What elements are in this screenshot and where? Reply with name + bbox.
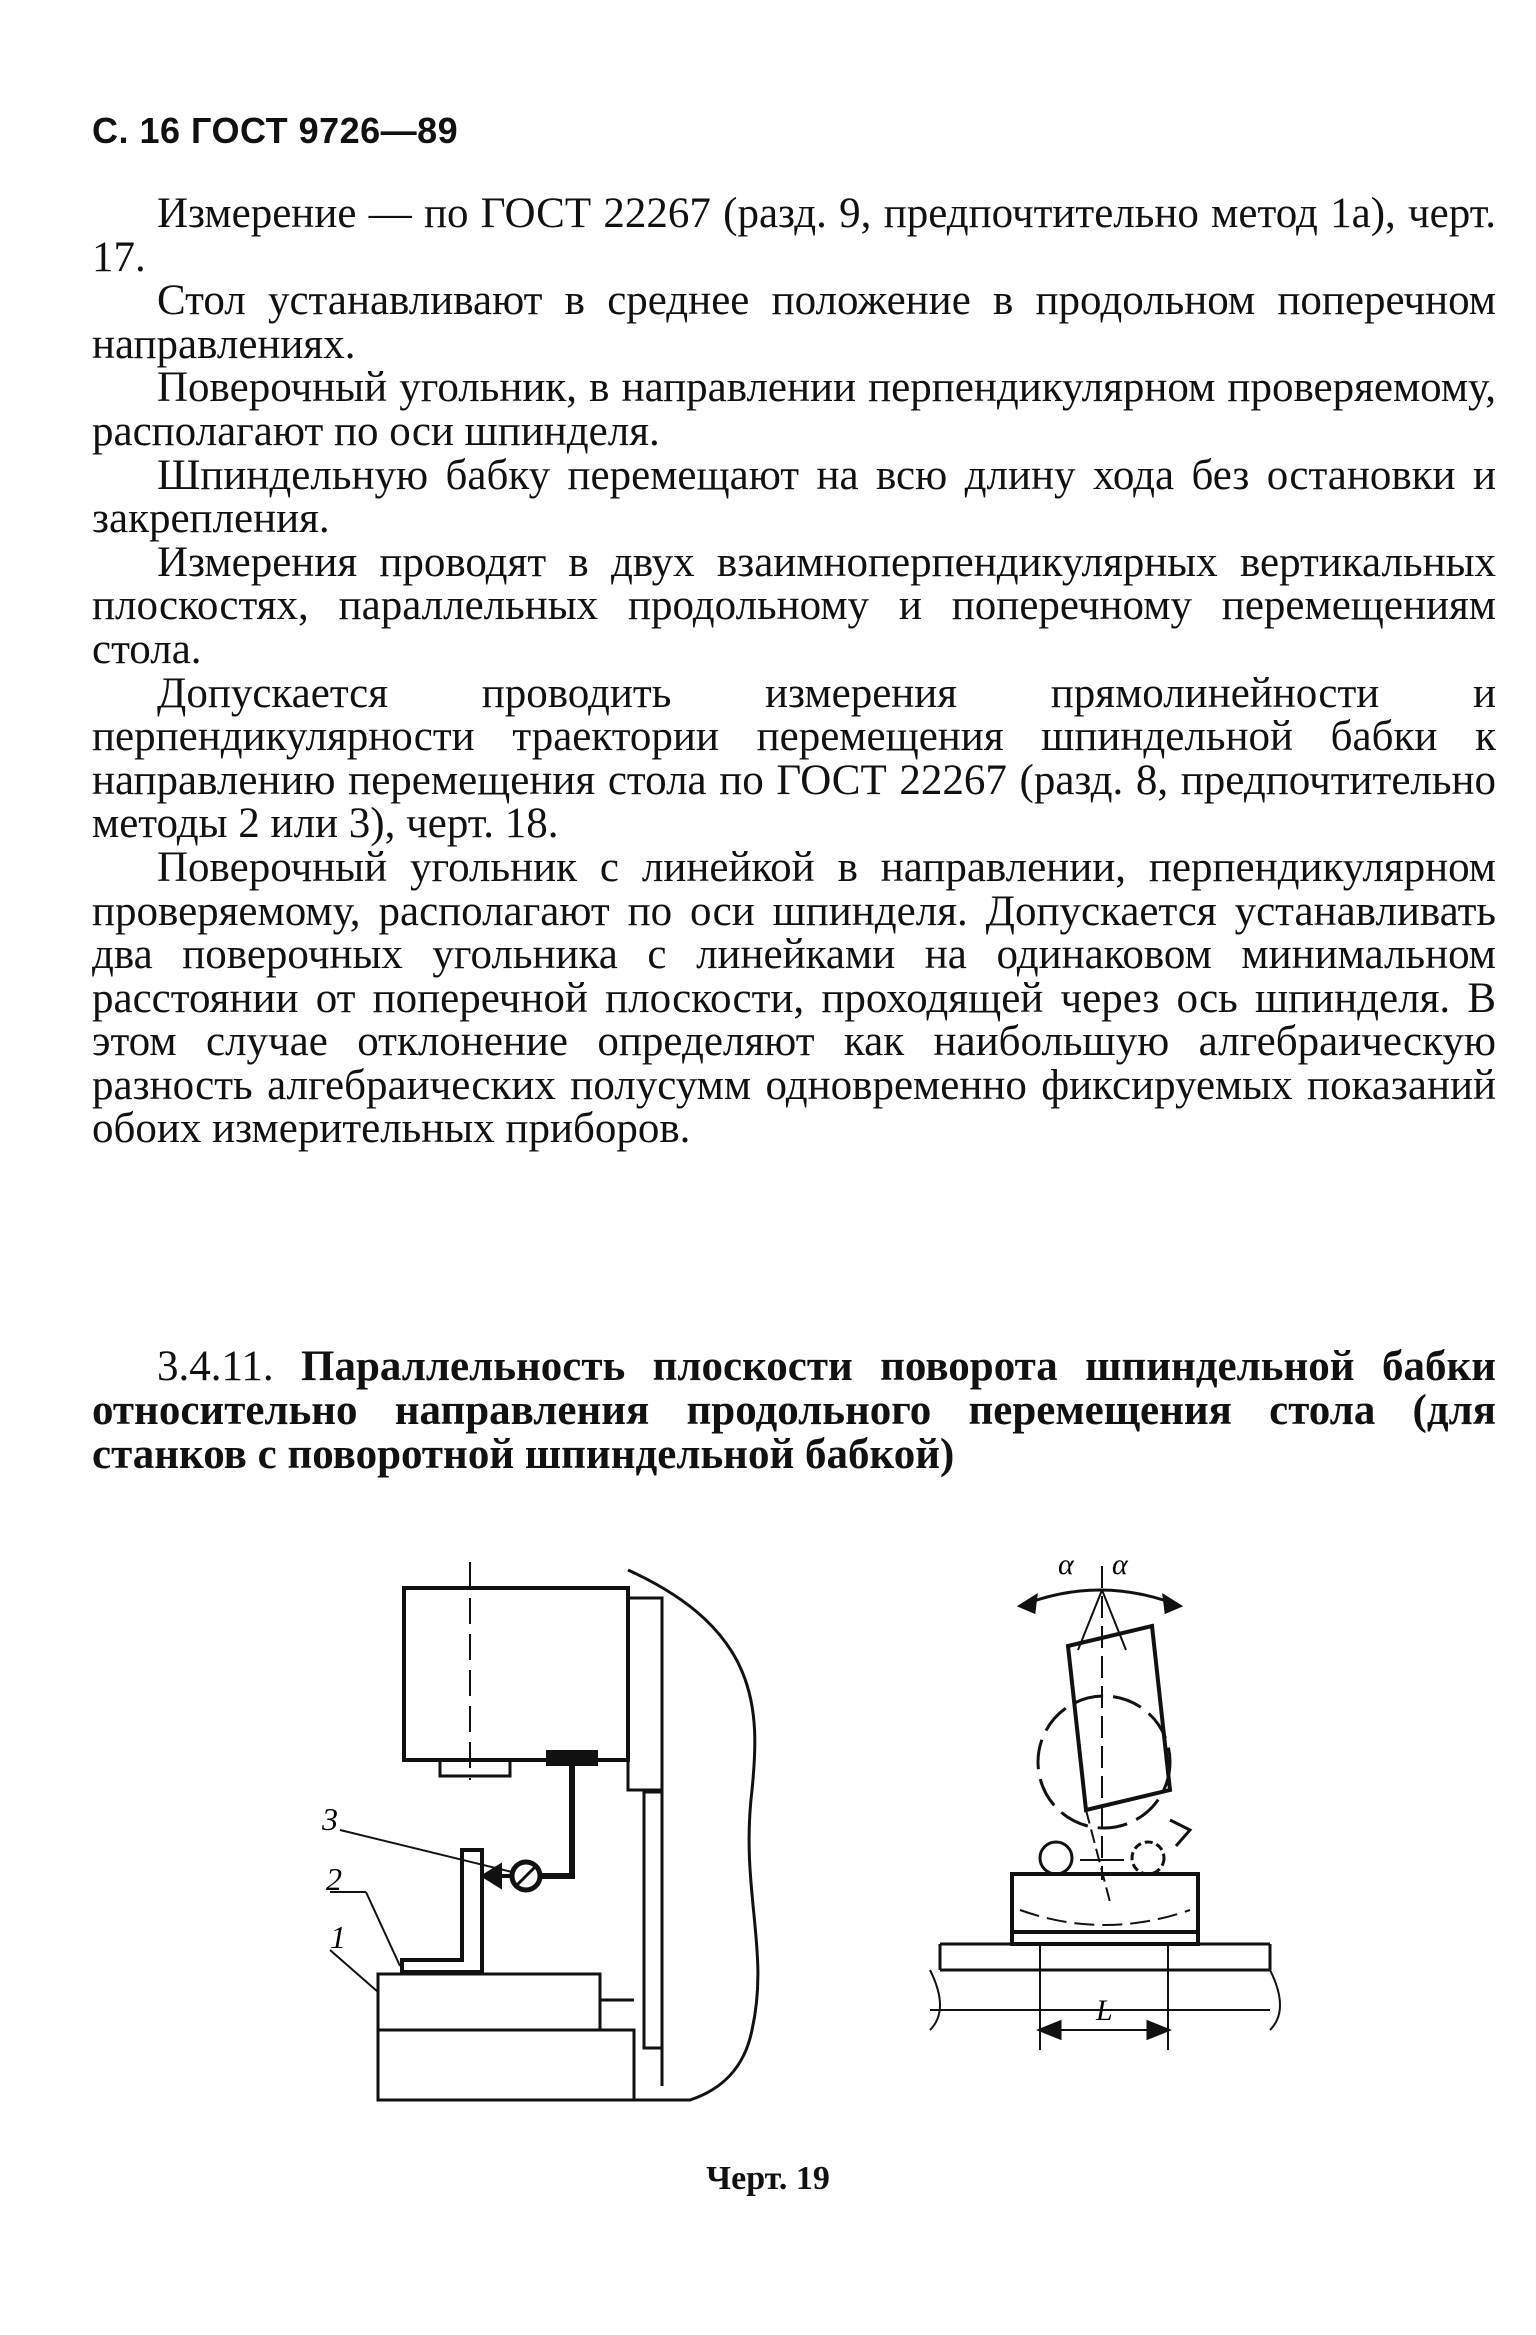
machine-outline (380, 1570, 758, 2100)
paragraph: Поверочный угольник с линейкой в направлении, перпендикулярном проверяемому, располагают по оси шпинделя. Допускается устанавливать два поверочных угольника с линейками на одинаковом минимальном расстоянии от поперечной плоскости, проходящей через ось шпинделя. В этом случае отклонение определяют как наибольшую алгебраическую разность алгебраических полусумм одновременно фиксируемых показаний обоих измерительных приборов. (92, 843, 1496, 1153)
paragraph: Измерение — по ГОСТ 22267 (разд. 9, предпочтительно метод 1а), черт. 17. (92, 190, 1496, 281)
section-title: Параллельность плоскости поворота шпиндельной бабки относительно направления продольного перемещения стола (для станков с поворотной шпиндельной бабкой) (92, 1343, 1496, 1478)
paragraph: Допускается проводить измерения прямолинейности и перпендикулярности траектории перемещения шпиндельной бабки к направлению перемещения стола по ГОСТ 22267 (разд. 8, предпочтительно методы 2 или 3), черт. 18. (92, 669, 1496, 848)
leader-1 (330, 1950, 378, 1992)
figure-19 (0, 1530, 1536, 2150)
left-view (330, 1562, 758, 2100)
paragraph: Шпиндельную бабку перемещают на всю длину хода без остановки и закрепления. (92, 451, 1496, 543)
indicator-right (1132, 1842, 1164, 1874)
column-guide-upper (628, 1598, 662, 1790)
table-base (378, 2030, 634, 2100)
leader-2 (366, 1892, 400, 1966)
section-number: 3.4.11. (157, 1343, 274, 1390)
label-dimension: L (1096, 1994, 1113, 2027)
figure-caption: Черт. 19 (706, 2160, 830, 2197)
indicator-left (1040, 1842, 1072, 1874)
body-text (92, 192, 1496, 1151)
paragraph: Поверочный угольник, в направлении перпендикулярном проверяемому, располагают по оси шпинделя. (92, 364, 1496, 455)
label-3: 3 (322, 1801, 338, 1837)
spindle-nose (440, 1760, 510, 1776)
square-top (548, 1752, 596, 1764)
right-view (930, 1566, 1280, 2050)
paragraph: Измерения проводят в двух взаимноперпендикулярных вертикальных плоскостях, параллельных продольному и поперечному перемещениям стола. (92, 538, 1496, 673)
table-top (378, 1974, 600, 2030)
technical-drawing (0, 1530, 1536, 2150)
page-header: С. 16 ГОСТ 9726—89 (92, 110, 459, 151)
test-square (402, 1850, 482, 1972)
paragraph: Стол устанавливают в среднее положение в продольном поперечном направлениях. (92, 277, 1496, 368)
rotation-circle (1038, 1696, 1170, 1828)
section-heading (92, 1345, 1496, 1477)
leader-3 (340, 1830, 512, 1872)
label-1: 1 (330, 1919, 346, 1955)
spindle-head (404, 1588, 628, 1760)
indicator-arm (540, 1764, 572, 1876)
label-2: 2 (326, 1861, 342, 1897)
label-alpha-left: α (1058, 1548, 1074, 1581)
column-guide-lower (644, 1792, 662, 2048)
label-alpha-right: α (1112, 1548, 1128, 1581)
